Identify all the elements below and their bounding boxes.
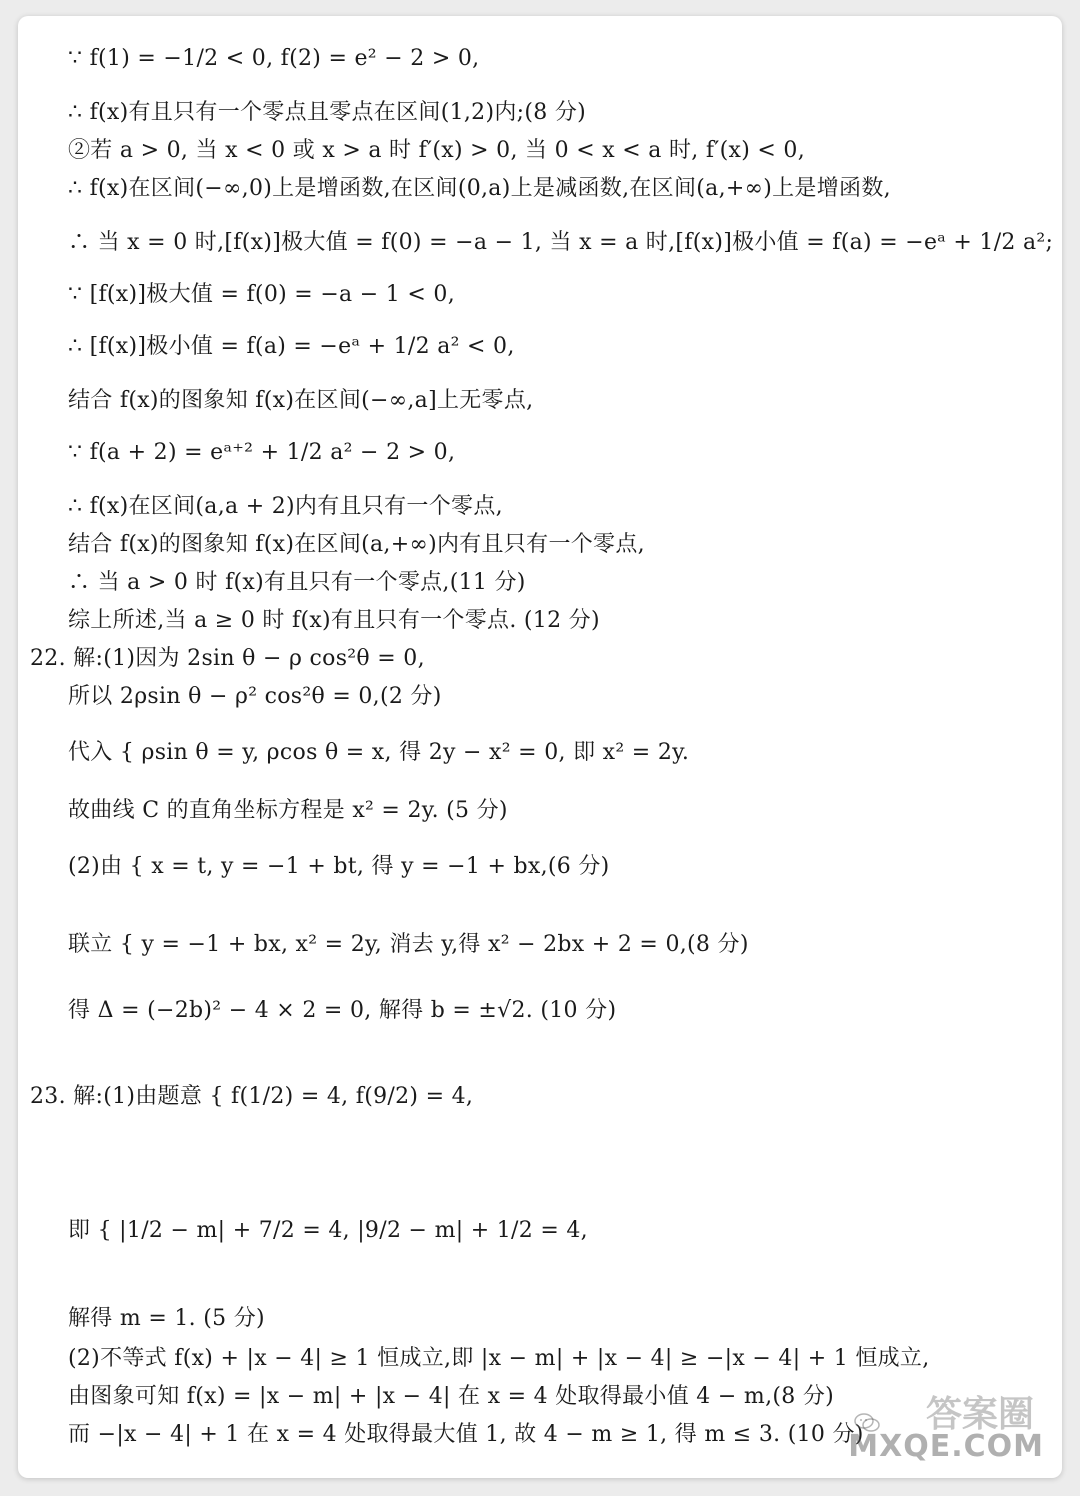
watermark-logo-text: 答案圈 <box>925 1394 1034 1435</box>
text-line: 而 −|x − 4| + 1 在 x = 4 处取得最大值 1, 故 4 − m ≥ 1, 得 m ≤ 3. (10 分) <box>68 1422 864 1447</box>
text-line: ∵ f(a + 2) = eᵃ⁺² + 1/2 a² − 2 > 0, <box>68 440 456 465</box>
question-22-heading: 22. 解:(1)因为 2sin θ − ρ cos²θ = 0, <box>30 646 425 671</box>
text-line: 由图象可知 f(x) = |x − m| + |x − 4| 在 x = 4 处取得最小值 4 − m,(8 分) <box>68 1384 835 1409</box>
document-page <box>18 16 1062 1478</box>
text-line: (2)由 { x = t, y = −1 + bt, 得 y = −1 + bx,(6 分) <box>68 854 610 879</box>
text-line: 所以 2ρsin θ − ρ² cos²θ = 0,(2 分) <box>68 684 442 709</box>
text-line: 即 { |1/2 − m| + 7/2 = 4, |9/2 − m| + 1/2 = 4, <box>68 1218 588 1243</box>
text-line: 联立 { y = −1 + bx, x² = 2y, 消去 y,得 x² − 2bx + 2 = 0,(8 分) <box>68 932 749 957</box>
site-watermark <box>848 1384 1044 1464</box>
text-line: 综上所述,当 a ≥ 0 时 f(x)有且只有一个零点. (12 分) <box>68 608 600 633</box>
text-line: ∴ f(x)有且只有一个零点且零点在区间(1,2)内;(8 分) <box>68 100 587 125</box>
text-line: 结合 f(x)的图象知 f(x)在区间(a,+∞)内有且只有一个零点, <box>68 532 645 557</box>
text-line: 故曲线 C 的直角坐标方程是 x² = 2y. (5 分) <box>68 798 508 823</box>
text-line: 结合 f(x)的图象知 f(x)在区间(−∞,a]上无零点, <box>68 388 534 413</box>
text-line: ∵ f(1) = −1/2 < 0, f(2) = e² − 2 > 0, <box>68 46 480 71</box>
watermark-url: MXQE.COM <box>848 1429 1044 1464</box>
text-line: 得 Δ = (−2b)² − 4 × 2 = 0, 解得 b = ±√2. (10 分) <box>68 998 617 1023</box>
text-line: ∴ [f(x)]极小值 = f(a) = −eᵃ + 1/2 a² < 0, <box>68 334 515 359</box>
solution-text <box>18 16 1062 1478</box>
text-line: ∴ f(x)在区间(−∞,0)上是增函数,在区间(0,a)上是减函数,在区间(a,+∞)上是增函数, <box>68 176 891 201</box>
text-line: ∴ f(x)在区间(a,a + 2)内有且只有一个零点, <box>68 494 503 519</box>
text-line: ②若 a > 0, 当 x < 0 或 x > a 时 f′(x) > 0, 当 0 < x < a 时, f′(x) < 0, <box>68 138 806 163</box>
text-line: (2)不等式 f(x) + |x − 4| ≥ 1 恒成立,即 |x − m| + |x − 4| ≥ −|x − 4| + 1 恒成立, <box>68 1346 930 1371</box>
text-line: 解得 m = 1. (5 分) <box>68 1306 265 1331</box>
text-line: ∵ [f(x)]极大值 = f(0) = −a − 1 < 0, <box>68 282 455 307</box>
text-line: ∴ 当 a > 0 时 f(x)有且只有一个零点,(11 分) <box>68 570 526 595</box>
text-line: 代入 { ρsin θ = y, ρcos θ = x, 得 2y − x² = 0, 即 x² = 2y. <box>68 740 690 765</box>
text-line: ∴ 当 x = 0 时,[f(x)]极大值 = f(0) = −a − 1, 当 x = a 时,[f(x)]极小值 = f(a) = −eᵃ + 1/2 a²; <box>68 230 1054 255</box>
question-23-heading: 23. 解:(1)由题意 { f(1/2) = 4, f(9/2) = 4, <box>30 1084 474 1109</box>
